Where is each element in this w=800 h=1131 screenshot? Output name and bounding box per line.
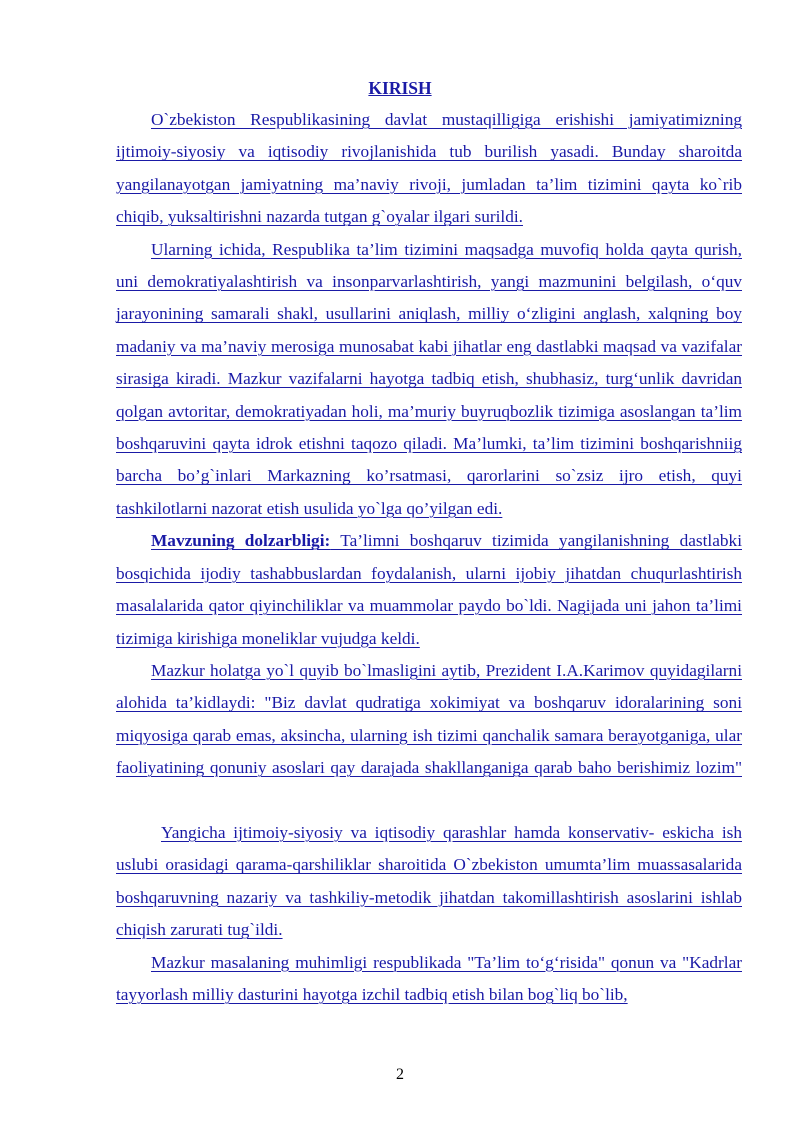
- trailing-underline-gap: [116, 785, 378, 817]
- paragraph-6: Mazkur masalaning muhimligi respublikada "Ta’lim to‘g‘risida" qonun va "Kadrlar tayyorlash milliy dasturini hayotga izchil tadbiq etish bilan bog`liq bo`lib,: [116, 952, 742, 1004]
- paragraph-1: O`zbekiston Respublikasining davlat mustaqilligiga erishishi jamiyatimizning ijtimoiy-siyosiy va iqtisodiy rivojlanishida tub burilish yasadi. Bunday sharoitda yangilanayotgan jamiyatning ma’naviy rivoji, jumladan ta’lim tizimini qayta ko`rib chiqib, yuksaltirishni nazarda tutgan g`oyalar ilgari surildi.: [116, 110, 742, 227]
- paragraph-2: Ularning ichida, Respublika ta’lim tizimini maqsadga muvofiq holda qayta qurish, uni demokratiyalashtirish va insonparvarlashtirish, yangi mazmunini belgilash, o‘quv jarayonining samarali shakl, usullarini aniqlash, milliy o‘zligini anglash, xalqning boy madaniy va ma’naviy merosiga munosabat kabi jihatlar eng dastlabki maqsad va vazifalar sirasiga kiradi. Mazkur vazifalarni hayotga tadbiq etish, shubhasiz, turg‘unlik davridan qolgan avtoritar, demokratiyadan holi, ma’muriy buyruqbozlik tizimiga asoslangan ta’lim boshqaruvini qayta idrok etishni taqozo qiladi. Ma’lumki, ta’lim tizimini boshqarishniig barcha bo’g`inlari Markazning ko’rsatmasi, qarorlarini so`zsiz ijro etish, quyi tashkilotlarni nazorat etish usulida yo`lga qo’yilgan edi.: [116, 239, 742, 518]
- relevance-label: Mavzuning dolzarbligi:: [151, 531, 331, 551]
- leading-underline-gap: [151, 817, 161, 849]
- paragraph-4-text: Mazkur holatga yo`l quyib bo`lmasligini aytib, Prezident I.A.Karimov quyidagilarni alohida ta’kidlaydi: "Biz davlat qudratiga xokimiyat va boshqaruv idoralarining soni miqyosiga qarab emas, aksincha, ularning ish tizimi qanchalik samara berayotganiga, ular faoliyatining qonuniy asoslari qay darajada shakllanganiga qarab baho berishimiz lozim": [116, 660, 742, 778]
- paragraph-3-text: Ta’limni boshqaruv tizimida yangilanishning dastlabki bosqichida ijodiy tashabbuslardan foydalanish, ularni ijobiy jihatdan chuqurlashtirish masalalarida qator qiyinchiliklar va muammolar paydo bo`ldi. Nagijada uni jahon ta’limi tizimiga kirishiga moneliklar vujudga keldi.: [116, 531, 742, 648]
- document-body: [116, 104, 742, 1011]
- paragraph-3: [116, 525, 742, 655]
- paragraph-5: [116, 817, 742, 947]
- page-number: 2: [396, 1066, 404, 1083]
- paragraph-5-text: Yangicha ijtimoiy-siyosiy va iqtisodiy qarashlar hamda konservativ- eskicha ish uslubi orasidagi qarama-qarshiliklar sharoitida O`zbekiston umumta’lim muassasalarida boshqaruvning nazariy va tashkiliy-metodik jihatdan takomillashtirish asoslarini ishlab chiqish zarurati tug`ildi.: [116, 822, 742, 940]
- paragraph-4: [116, 655, 742, 817]
- section-heading: KIRISH: [368, 78, 432, 98]
